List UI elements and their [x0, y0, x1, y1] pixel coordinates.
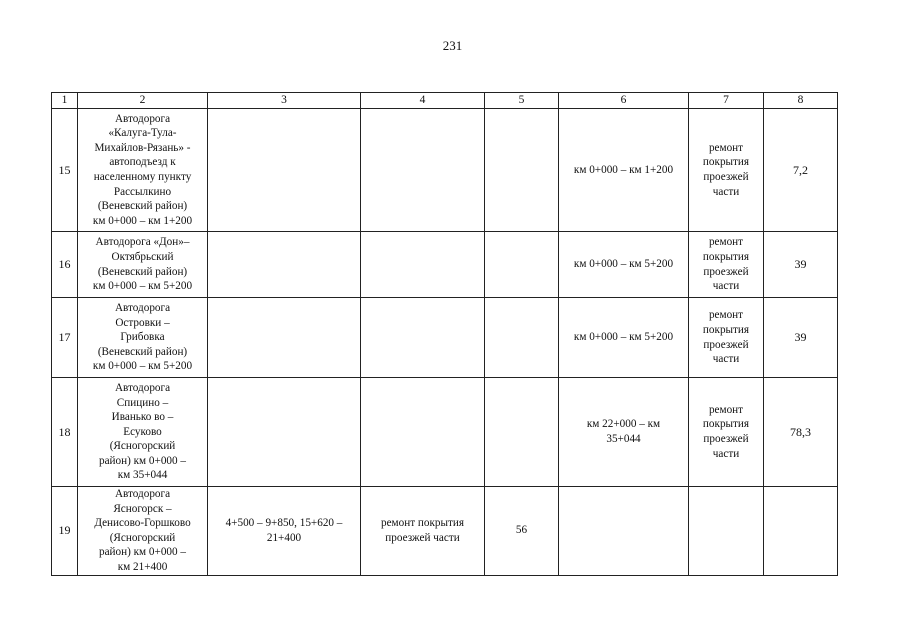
header-cell: 1: [52, 93, 78, 109]
cell-line: Островки –: [115, 316, 170, 329]
col3-cell: [208, 232, 361, 298]
cell-line: «Калуга-Тула-: [108, 127, 177, 140]
cell-line: (Веневский район): [97, 265, 188, 278]
col3-cell: [208, 487, 361, 576]
cell-line: км 0+000 – км 5+200: [92, 360, 193, 373]
road-name-cell: [78, 232, 208, 298]
length-cell: [764, 487, 838, 576]
cell-line: ремонт: [708, 141, 744, 154]
table-row: [52, 378, 838, 487]
road-name-cell: [78, 378, 208, 487]
cell-line: район) км 0+000 –: [98, 454, 187, 467]
cell-line: населенному пункту: [93, 171, 192, 183]
header-cell: 2: [78, 93, 208, 109]
cell-line: проезжей части: [385, 531, 460, 544]
cell-line: Автодорога: [114, 302, 171, 315]
cell-line: части: [712, 280, 740, 293]
cell-line: км 0+000 – км 5+200: [92, 280, 193, 293]
cell-line: км 0+000 – км 1+200: [573, 163, 674, 176]
col4-cell: [361, 232, 485, 298]
cell-line: Денисово-Горшково: [94, 517, 191, 530]
cell-line: Спицино –: [116, 396, 169, 409]
cell-line: Автодорога «Дон»–: [95, 236, 190, 249]
cell-line: покрытия: [702, 323, 750, 336]
cell-line: Есуково: [123, 425, 162, 438]
row-number-cell: 19: [52, 487, 78, 576]
cell-line: Автодорога: [114, 112, 171, 125]
header-cell: 8: [764, 93, 838, 109]
table-row: [52, 232, 838, 298]
work-type-cell: [689, 378, 764, 487]
col5-cell: [485, 109, 559, 232]
cell-line: части: [712, 447, 740, 460]
cell-line: части: [712, 185, 740, 198]
header-cell: 3: [208, 93, 361, 109]
row-number-cell: 17: [52, 298, 78, 378]
cell-line: 4+500 – 9+850, 15+620 –: [225, 517, 343, 530]
cell-line: ремонт покрытия: [380, 517, 465, 530]
road-repair-table: [51, 92, 838, 576]
cell-line: проезжей: [703, 338, 749, 351]
header-cell: 5: [485, 93, 559, 109]
col5-cell: [485, 232, 559, 298]
cell-line: проезжей: [703, 171, 749, 183]
cell-line: Октябрьский: [111, 250, 174, 263]
col3-cell: [208, 109, 361, 232]
table-row: [52, 109, 838, 232]
header-cell: 7: [689, 93, 764, 109]
cell-line: 21+400: [266, 531, 302, 544]
col4-cell: [361, 378, 485, 487]
cell-line: Грибовка: [120, 331, 165, 344]
cell-line: Рассылкино: [113, 185, 172, 198]
length-cell: 78,3: [764, 378, 838, 487]
section-cell: [559, 109, 689, 232]
section-cell: [559, 378, 689, 487]
cell-line: км 35+044: [117, 469, 168, 482]
cell-line: км 0+000 – км 5+200: [573, 331, 674, 344]
row-number-cell: 15: [52, 109, 78, 232]
cell-line: Автодорога: [114, 488, 171, 500]
work-type-cell: [689, 487, 764, 576]
cell-line: Михайлов-Рязань» -: [94, 141, 191, 154]
cell-line: район) км 0+000 –: [98, 546, 187, 559]
cell-line: 35+044: [606, 433, 641, 445]
cell-line: части: [712, 353, 740, 366]
section-cell: [559, 487, 689, 576]
page-number: 231: [442, 38, 463, 53]
cell-line: автоподъезд к: [109, 156, 176, 169]
col4-cell: [361, 109, 485, 232]
col4-cell: [361, 298, 485, 378]
col5-cell: 56: [485, 487, 559, 576]
cell-line: км 21+400: [117, 560, 168, 573]
col5-cell: [485, 378, 559, 487]
work-type-cell: [689, 298, 764, 378]
cell-line: покрытия: [702, 156, 750, 169]
header-cell: 4: [361, 93, 485, 109]
header-cell: 6: [559, 93, 689, 109]
cell-line: (Ясногорский: [109, 531, 176, 544]
cell-line: ремонт: [708, 309, 744, 322]
cell-line: км 0+000 – км 1+200: [92, 214, 193, 227]
work-type-cell: [689, 232, 764, 298]
cell-line: (Веневский район): [97, 200, 188, 213]
cell-line: (Веневский район): [97, 345, 188, 358]
cell-line: ремонт: [708, 403, 744, 416]
cell-line: (Ясногорский: [109, 440, 176, 453]
row-number-cell: 18: [52, 378, 78, 487]
length-cell: 7,2: [764, 109, 838, 232]
cell-line: проезжей: [703, 433, 749, 445]
work-type-cell: [689, 109, 764, 232]
cell-line: км 0+000 – км 5+200: [573, 258, 674, 271]
section-cell: [559, 232, 689, 298]
table-row: [52, 298, 838, 378]
cell-line: Иванько во –: [111, 411, 174, 424]
cell-line: ремонт: [708, 236, 744, 249]
header-row: [52, 93, 838, 109]
section-cell: [559, 298, 689, 378]
row-number-cell: 16: [52, 232, 78, 298]
col5-cell: [485, 298, 559, 378]
col3-cell: [208, 298, 361, 378]
cell-line: км 22+000 – км: [586, 418, 661, 431]
col3-cell: [208, 378, 361, 487]
road-name-cell: [78, 298, 208, 378]
road-name-cell: [78, 109, 208, 232]
cell-line: покрытия: [702, 418, 750, 431]
cell-line: Автодорога: [114, 381, 171, 394]
cell-line: покрытия: [702, 250, 750, 263]
cell-line: Ясногорск –: [113, 502, 172, 515]
cell-line: проезжей: [703, 265, 749, 278]
col4-cell: [361, 487, 485, 576]
road-name-cell: [78, 487, 208, 576]
length-cell: 39: [764, 298, 838, 378]
length-cell: 39: [764, 232, 838, 298]
table-row: [52, 487, 838, 576]
